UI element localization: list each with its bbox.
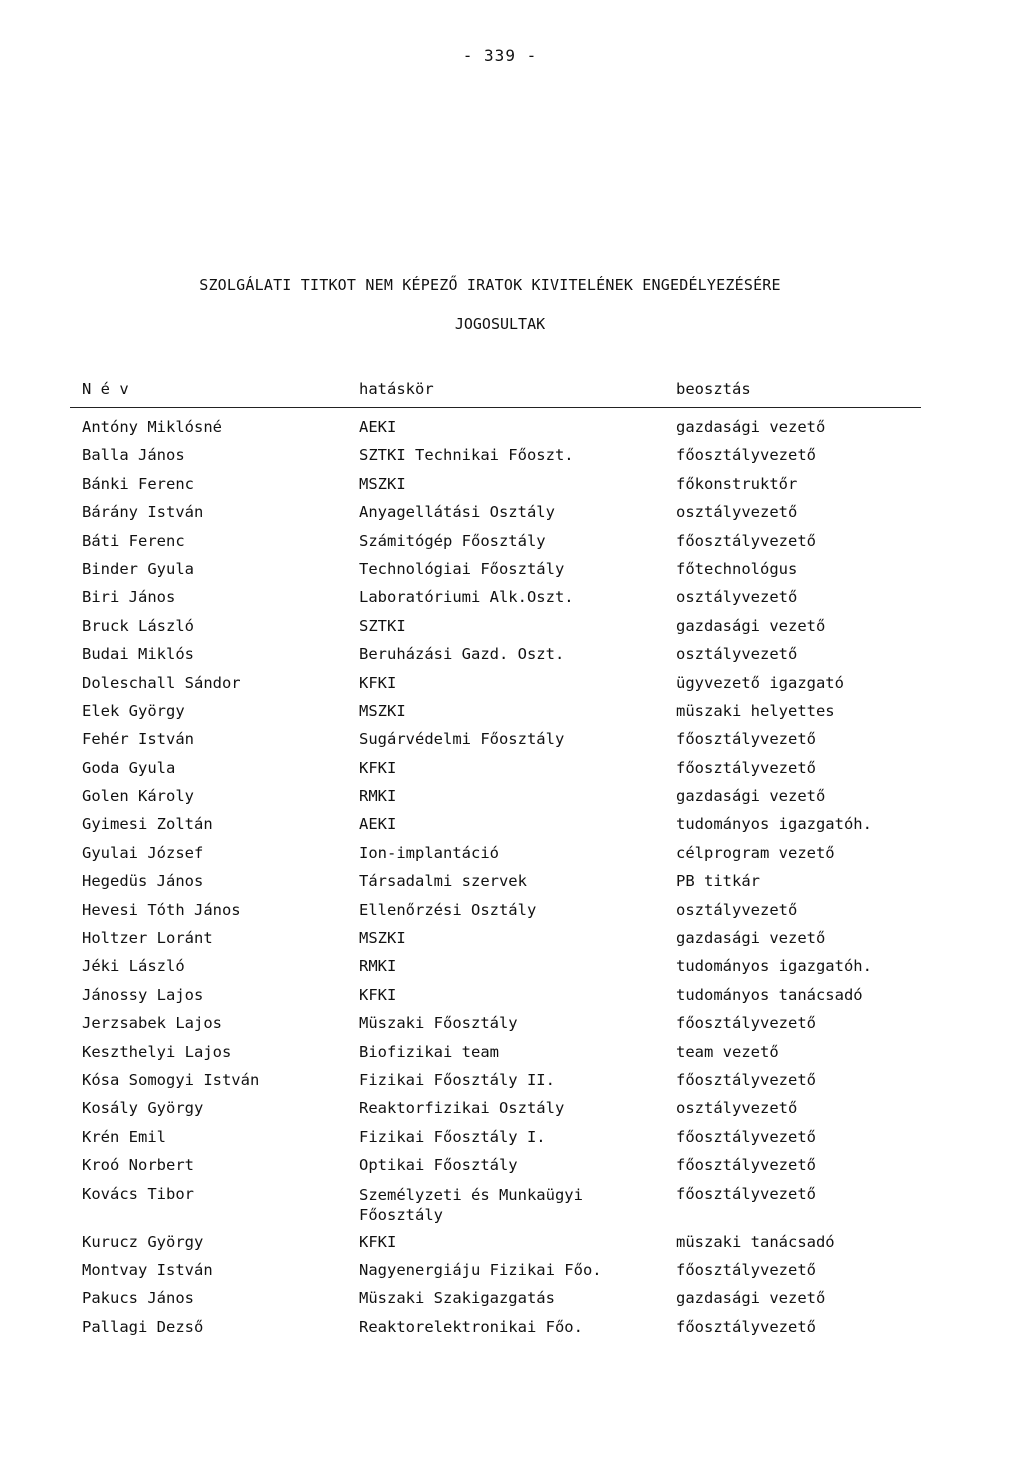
authority-cell: Biofizikai team	[359, 1042, 499, 1061]
authority-cell: KFKI	[359, 985, 397, 1004]
name-cell: Doleschall Sándor	[82, 673, 241, 692]
authority-cell: Nagyenergiáju Fizikai Főo.	[359, 1260, 602, 1279]
table-row	[0, 1099, 1024, 1127]
name-cell: Montvay István	[82, 1260, 213, 1279]
authority-cell: Beruházási Gazd. Oszt.	[359, 645, 565, 664]
position-cell: főosztályvezető	[676, 1070, 816, 1089]
table-row	[0, 844, 1024, 872]
authority-cell: Reaktorfizikai Osztály	[359, 1099, 565, 1118]
document-title: SZOLGÁLATI TITKOT NEM KÉPEZŐ IRATOK KIVITELÉNEK ENGEDÉLYEZÉSÉRE	[199, 276, 781, 294]
position-cell: PB titkár	[676, 872, 760, 891]
name-cell: Kurucz György	[82, 1232, 204, 1251]
table-row	[0, 872, 1024, 900]
authority-cell: Fizikai Főosztály II.	[359, 1070, 555, 1089]
authority-cell: RMKI	[359, 957, 397, 976]
table-row	[0, 1014, 1024, 1042]
position-cell: főosztályvezető	[676, 730, 816, 749]
name-cell: Bárány István	[82, 503, 204, 522]
authority-cell: Laboratóriumi Alk.Oszt.	[359, 588, 574, 607]
name-cell: Jerzsabek Lajos	[82, 1014, 222, 1033]
position-cell: főosztályvezető	[676, 1317, 816, 1336]
authority-cell: Személyzeti és Munkaügyi Főosztály	[359, 1185, 583, 1224]
table-row	[0, 986, 1024, 1014]
name-cell: Pakucs János	[82, 1289, 194, 1308]
table-row	[0, 815, 1024, 843]
column-header-name: N é v	[82, 380, 129, 398]
authority-cell: RMKI	[359, 787, 397, 806]
table-row	[0, 1156, 1024, 1184]
table-row	[0, 446, 1024, 474]
authority-cell: Fizikai Főosztály I.	[359, 1127, 546, 1146]
position-cell: osztályvezető	[676, 503, 798, 522]
name-cell: Jéki László	[82, 957, 185, 976]
position-cell: tudományos igazgatóh.	[676, 815, 872, 834]
table-row	[0, 702, 1024, 730]
name-cell: Balla János	[82, 446, 185, 465]
name-cell: Hegedüs János	[82, 872, 204, 891]
position-cell: gazdasági vezető	[676, 418, 826, 436]
table-row	[0, 1185, 1024, 1233]
name-cell: Kroó Norbert	[82, 1156, 194, 1175]
table-row	[0, 674, 1024, 702]
table-row	[0, 901, 1024, 929]
column-header-authority: hatáskör	[359, 380, 434, 398]
table-row	[0, 532, 1024, 560]
name-cell: Gyimesi Zoltán	[82, 815, 213, 834]
position-cell: gazdasági vezető	[676, 1289, 826, 1308]
position-cell: osztályvezető	[676, 588, 798, 607]
name-cell: Hevesi Tóth János	[82, 900, 241, 919]
name-cell: Báti Ferenc	[82, 531, 185, 550]
table-row	[0, 1128, 1024, 1156]
table-row	[0, 730, 1024, 758]
header-rule	[70, 407, 921, 408]
table-body	[0, 418, 1024, 1346]
position-cell: főosztályvezető	[676, 1127, 816, 1146]
position-cell: tudományos tanácsadó	[676, 985, 863, 1004]
name-cell: Jánossy Lajos	[82, 985, 204, 1004]
position-cell: főosztályvezető	[676, 1260, 816, 1279]
table-header	[0, 380, 1024, 402]
authority-cell: SZTKI	[359, 616, 406, 635]
position-cell: gazdasági vezető	[676, 929, 826, 948]
name-cell: Binder Gyula	[82, 559, 194, 578]
authority-cell: MSZKI	[359, 929, 406, 948]
authority-cell: SZTKI Technikai Főoszt.	[359, 446, 574, 465]
table-row	[0, 929, 1024, 957]
authority-cell: Müszaki Főosztály	[359, 1014, 518, 1033]
position-cell: főosztályvezető	[676, 1156, 816, 1175]
name-cell: Bruck László	[82, 616, 194, 635]
position-cell: team vezető	[676, 1042, 779, 1061]
authority-cell: KFKI	[359, 673, 397, 692]
table-row	[0, 1071, 1024, 1099]
name-cell: Golen Károly	[82, 787, 194, 806]
table-row	[0, 957, 1024, 985]
column-header-position: beosztás	[676, 380, 751, 398]
authority-cell: MSZKI	[359, 474, 406, 493]
name-cell: Kosály György	[82, 1099, 204, 1118]
table-row	[0, 617, 1024, 645]
authority-cell: AEKI	[359, 418, 397, 436]
table-row	[0, 503, 1024, 531]
name-cell: Kósa Somogyi István	[82, 1070, 260, 1089]
position-cell: müszaki tanácsadó	[676, 1232, 835, 1251]
authority-cell: AEKI	[359, 815, 397, 834]
name-cell: Bánki Ferenc	[82, 474, 194, 493]
authority-cell: Társadalmi szervek	[359, 872, 527, 891]
name-cell: Budai Miklós	[82, 645, 194, 664]
position-cell: tudományos igazgatóh.	[676, 957, 872, 976]
position-cell: ügyvezető igazgató	[676, 673, 844, 692]
table-row	[0, 787, 1024, 815]
authority-cell: KFKI	[359, 758, 397, 777]
name-cell: Pallagi Dezső	[82, 1317, 204, 1336]
name-cell: Biri János	[82, 588, 176, 607]
table-row	[0, 1318, 1024, 1346]
position-cell: főosztályvezető	[676, 1184, 816, 1203]
position-cell: osztályvezető	[676, 645, 798, 664]
authority-cell: Ion-implantáció	[359, 843, 499, 862]
name-cell: Gyulai József	[82, 843, 204, 862]
page-number: - 339 -	[462, 46, 538, 65]
document-subtitle: JOGOSULTAK	[454, 315, 546, 333]
position-cell: főtechnológus	[676, 559, 798, 578]
authority-cell: Sugárvédelmi Főosztály	[359, 730, 565, 749]
authority-cell: KFKI	[359, 1232, 397, 1251]
table-row	[0, 1289, 1024, 1317]
table-row	[0, 475, 1024, 503]
position-cell: főosztályvezető	[676, 758, 816, 777]
name-cell: Krén Emil	[82, 1127, 166, 1146]
authority-cell: Technológiai Főosztály	[359, 559, 565, 578]
name-cell: Holtzer Loránt	[82, 929, 213, 948]
name-cell: Elek György	[82, 701, 185, 720]
table-row	[0, 560, 1024, 588]
position-cell: osztályvezető	[676, 900, 798, 919]
position-cell: müszaki helyettes	[676, 701, 835, 720]
position-cell: gazdasági vezető	[676, 787, 826, 806]
name-cell: Antóny Miklósné	[82, 418, 222, 436]
name-cell: Fehér István	[82, 730, 194, 749]
table-row	[0, 1233, 1024, 1261]
authority-cell: Ellenőrzési Osztály	[359, 900, 537, 919]
authority-cell: Reaktorelektronikai Főo.	[359, 1317, 583, 1336]
position-cell: főosztályvezető	[676, 446, 816, 465]
position-cell: célprogram vezető	[676, 843, 835, 862]
authority-cell: Optikai Főosztály	[359, 1156, 518, 1175]
position-cell: főkonstruktőr	[676, 474, 798, 493]
name-cell: Keszthelyi Lajos	[82, 1042, 232, 1061]
table-row	[0, 418, 1024, 446]
authority-cell: MSZKI	[359, 701, 406, 720]
authority-cell: Müszaki Szakigazgatás	[359, 1289, 555, 1308]
table-row	[0, 645, 1024, 673]
table-row	[0, 1261, 1024, 1289]
authority-cell: Számitógép Főosztály	[359, 531, 546, 550]
table-row	[0, 588, 1024, 616]
position-cell: osztályvezető	[676, 1099, 798, 1118]
name-cell: Goda Gyula	[82, 758, 176, 777]
position-cell: főosztályvezető	[676, 1014, 816, 1033]
authority-cell: Anyagellátási Osztály	[359, 503, 555, 522]
name-cell: Kovács Tibor	[82, 1184, 194, 1203]
table-row	[0, 759, 1024, 787]
position-cell: főosztályvezető	[676, 531, 816, 550]
position-cell: gazdasági vezető	[676, 616, 826, 635]
table-row	[0, 1043, 1024, 1071]
